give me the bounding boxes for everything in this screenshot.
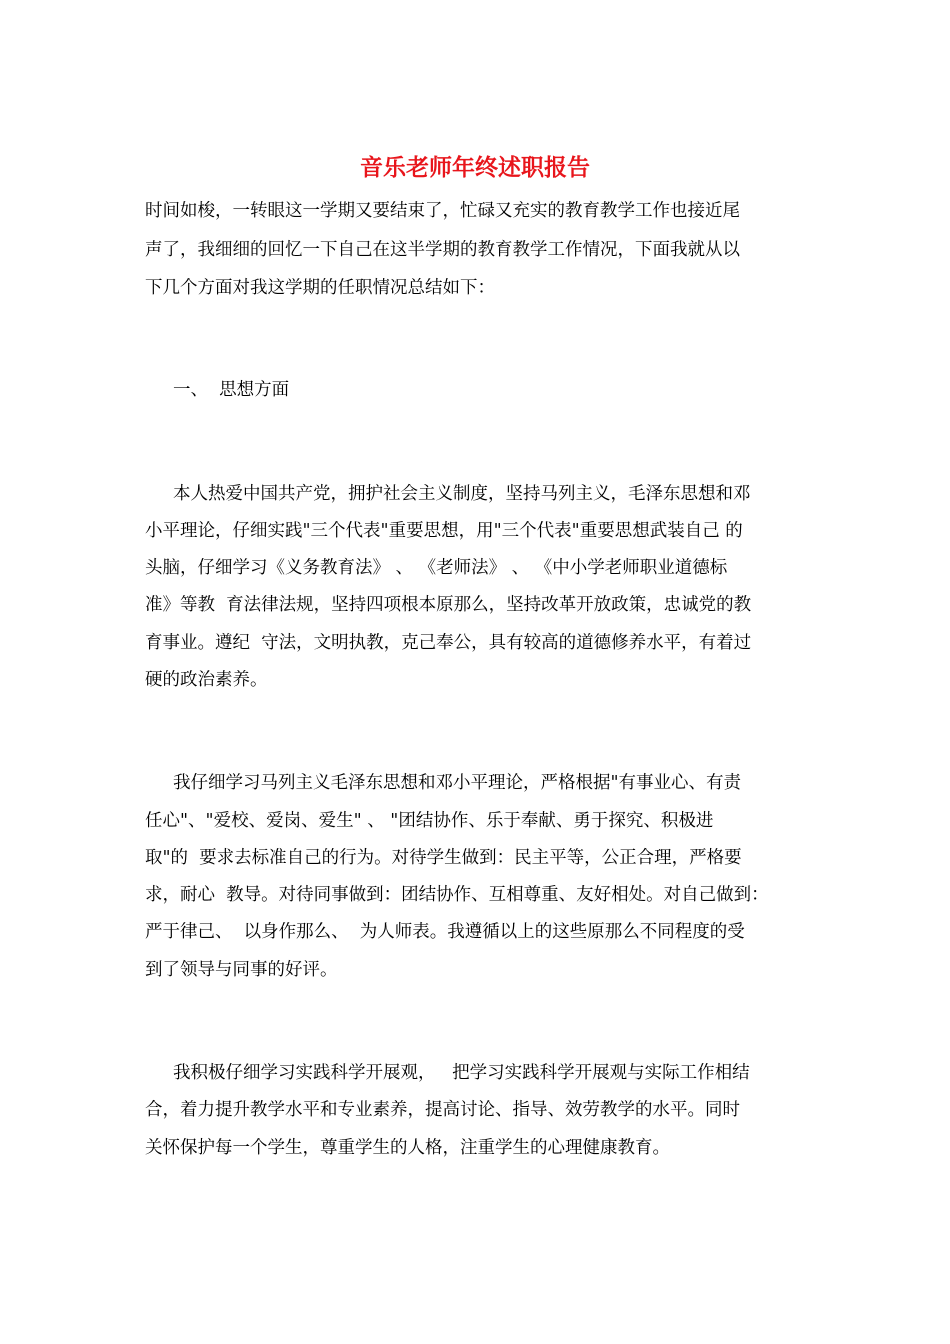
intro-line-2: 声了，我细细的回忆一下自己在这半学期的教育教学工作情况，下面我就从以: [145, 240, 740, 260]
para3-line-3: 关怀保护每一个学生，尊重学生的人格，注重学生的心理健康教育。: [145, 1138, 670, 1158]
intro-line-1: 时间如梭，一转眼这一学期又要结束了，忙碌又充实的教育教学工作也接近尾: [145, 201, 740, 221]
para2-line-4: 求，耐心 教导。对待同事做到：团结协作、互相尊重、友好相处。对自己做到：: [145, 885, 769, 905]
para1-line-2: 小平理论，仔细实践"三个代表"重要思想，用"三个代表"重要思想武装自己 的: [145, 521, 743, 541]
section-heading-thought: 一、 思想方面: [173, 380, 290, 400]
para2-line-6: 到了领导与同事的好评。: [145, 960, 338, 980]
para3-line-1: 我积极仔细学习实践科学开展观， 把学习实践科学开展观与实际工作相结: [173, 1063, 750, 1083]
para2-line-2: 任心"、"爱校、爱岗、爱生" 、 "团结协作、乐于奉献、勇于探究、积极进: [145, 811, 714, 831]
para3-line-2: 合，着力提升教学水平和专业素养，提高讨论、指导、效劳教学的水平。同时: [145, 1100, 740, 1120]
para1-line-5: 育事业。遵纪 守法，文明执教，克己奉公，具有较高的道德修养水平，有着过: [145, 633, 752, 653]
para2-line-5: 严于律己、 以身作那么、 为人师表。我遵循以上的这些原那么不同程度的受: [145, 922, 745, 942]
document-title: 音乐老师年终述职报告: [360, 154, 590, 181]
para2-line-3: 取"的 要求去标准自己的行为。对待学生做到：民主平等，公正合理，严格要: [145, 848, 742, 868]
para1-line-4: 准》等教 育法律法规，坚持四项根本原那么，坚持改革开放政策，忠诚党的教: [145, 595, 752, 615]
para2-line-1: 我仔细学习马列主义毛泽东思想和邓小平理论，严格根据"有事业心、有责: [173, 773, 742, 793]
intro-line-3: 下几个方面对我这学期的任职情况总结如下：: [145, 278, 495, 298]
para1-line-6: 硬的政治素养。: [145, 670, 268, 690]
para1-line-3: 头脑，仔细学习《义务教育法》 、 《老师法》 、 《中小学老师职业道德标: [145, 558, 728, 578]
para1-line-1: 本人热爱中国共产党，拥护社会主义制度，坚持马列主义，毛泽东思想和邓: [173, 484, 751, 504]
